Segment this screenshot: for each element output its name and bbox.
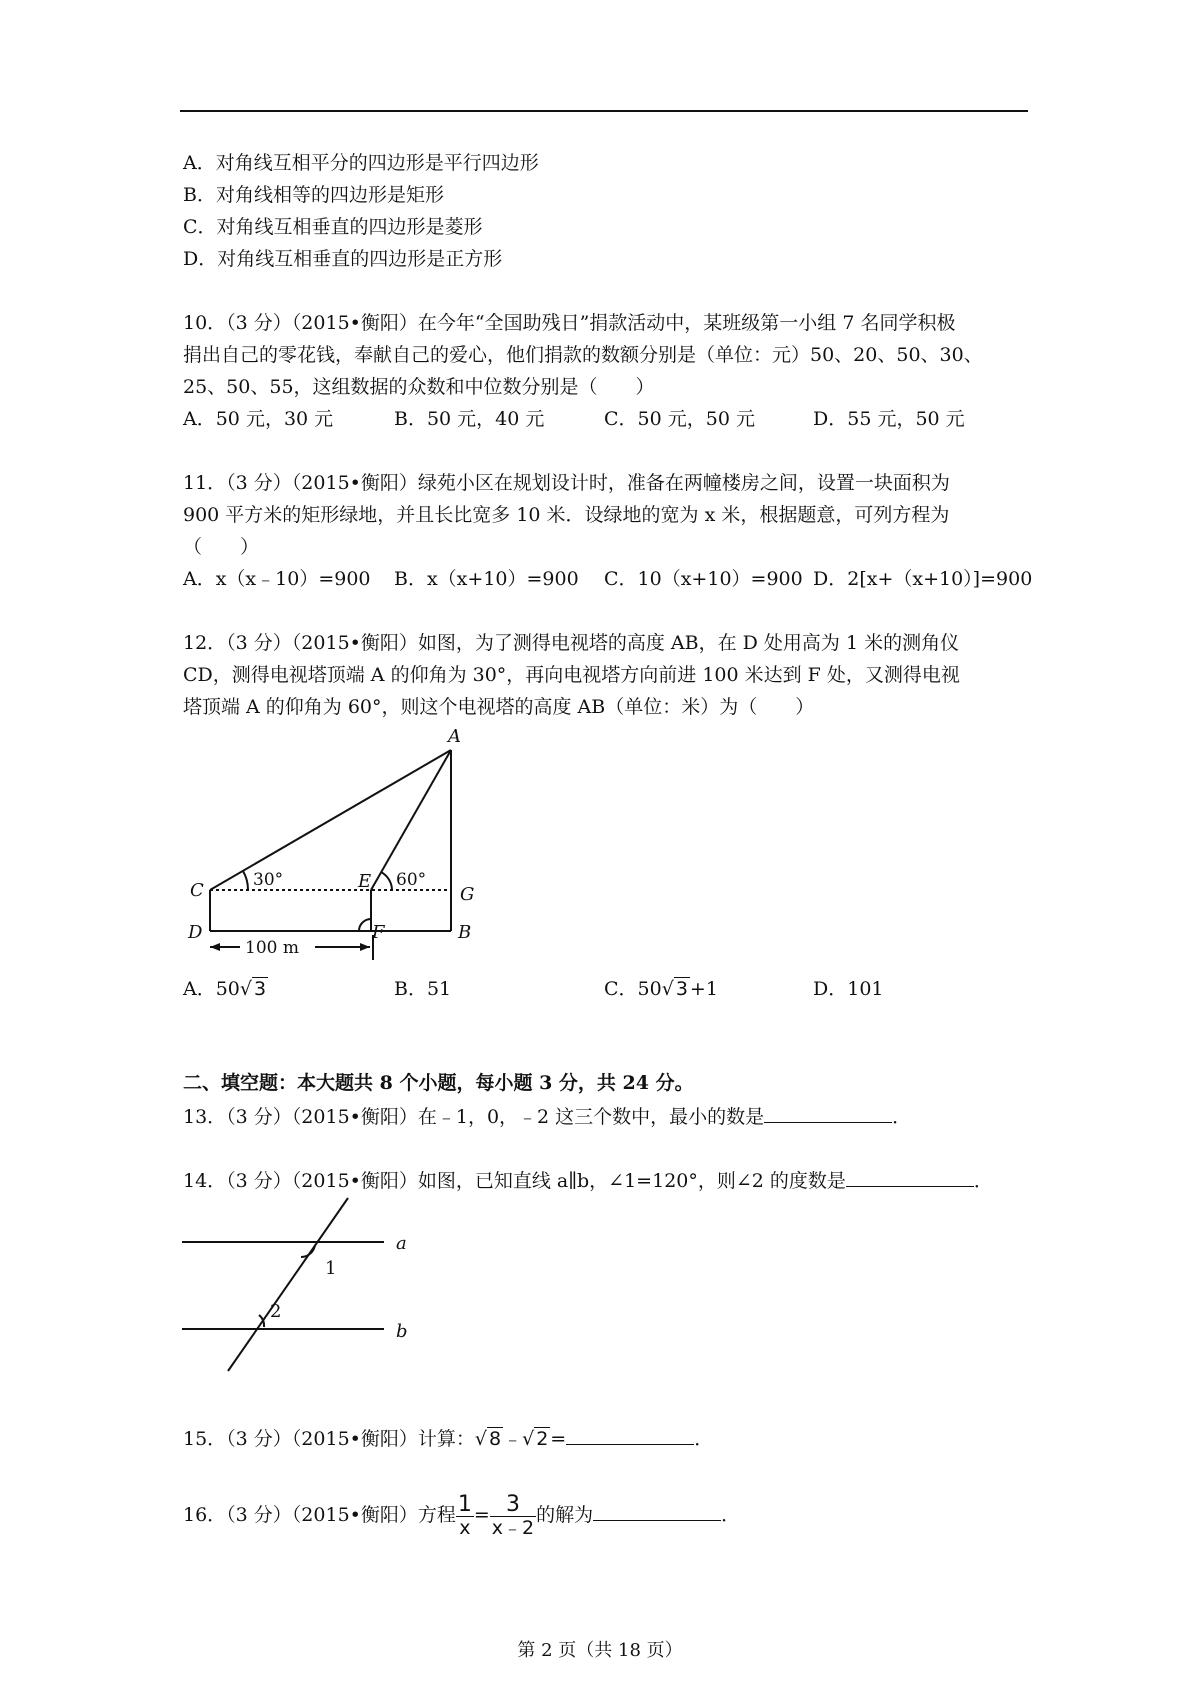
label-g: G	[460, 884, 475, 905]
q10-stem-line1: 10．（3 分）（2015•衡阳）在今年“全国助残日”捐款活动中，某班级第一小组 7 名同学积极	[183, 312, 956, 334]
label-line-a: a	[396, 1233, 407, 1254]
q10-stem-line2: 捐出自己的零花钱，奉献自己的爱心，他们捐款的数额分别是（单位：元）50、20、50、30、	[183, 344, 983, 366]
angle-1-arc	[301, 1245, 315, 1257]
label-angle-60: 60°	[396, 870, 427, 890]
q16-stem	[183, 1490, 740, 1540]
q12-option-c-suffix: +1	[689, 978, 718, 1000]
q11-stem-line2: 900 平方米的矩形绿地，并且长比宽多 10 米．设绿地的宽为 x 米，根据题意，可列方程为	[183, 504, 950, 526]
q11-option-b: B．x（x+10）=900	[394, 568, 579, 590]
label-angle-2: 2	[270, 1301, 282, 1322]
q16-end: ．	[721, 1504, 741, 1526]
tower-elevation-figure	[180, 725, 510, 970]
q15-equals: =	[550, 1428, 567, 1450]
q9-option-b: B．对角线相等的四边形是矩形	[183, 184, 444, 206]
q10-option-c: C．50 元，50 元	[604, 408, 755, 430]
q12-stem-line3: 塔顶端 A 的仰角为 60°，则这个电视塔的高度 AB（单位：米）为（ ）	[183, 696, 815, 718]
q12-option-a	[183, 976, 268, 1002]
fraction-1-over-x	[456, 1491, 474, 1539]
q15-end: ．	[694, 1428, 714, 1450]
arc-60	[381, 872, 392, 890]
fraction-3-over-x-minus-2	[490, 1491, 536, 1539]
q13-text: 13．（3 分）（2015•衡阳）在﹣1，0，﹣2 这三个数中，最小的数是	[183, 1106, 765, 1128]
label-d: D	[188, 922, 203, 943]
q12-option-a-radicand: 3	[254, 978, 267, 1000]
q14-stem	[183, 1166, 993, 1194]
q14-answer-blank[interactable]	[846, 1166, 974, 1187]
q15-prefix: 15．（3 分）（2015•衡阳）计算：	[183, 1428, 475, 1450]
sqrt-symbol: √ 3	[661, 978, 688, 1000]
arc-f	[359, 919, 371, 931]
q12-option-c-prefix: C．50	[604, 978, 662, 1000]
parallel-lines-figure	[180, 1196, 420, 1381]
arc-30	[243, 871, 248, 890]
q11-stem-line1: 11．（3 分）（2015•衡阳）绿苑小区在规划设计时，准备在两幢楼房之间，设置一块面积为	[183, 472, 950, 494]
header-rule	[180, 110, 1028, 112]
q9-option-a: A．对角线互相平分的四边形是平行四边形	[183, 152, 539, 174]
q16-prefix: 16．（3 分）（2015•衡阳）方程	[183, 1504, 456, 1526]
q12-option-c	[604, 976, 718, 1002]
arrow-right	[360, 943, 370, 951]
q12-stem-line2: CD，测得电视塔顶端 A 的仰角为 30°，再向电视塔方向前进 100 米达到 F 处，又测得电视	[183, 664, 960, 686]
q16-equals: =	[473, 1504, 490, 1526]
q12-option-a-prefix: A．50	[183, 978, 240, 1000]
q15-stem	[183, 1424, 713, 1452]
sqrt-symbol: √ 2	[522, 1428, 549, 1450]
q11-stem-line3: （ ）	[183, 536, 260, 558]
q11-option-c: C．10（x+10）=900	[604, 568, 803, 590]
label-distance: 100 m	[245, 938, 299, 958]
q16-answer-blank[interactable]	[593, 1500, 721, 1521]
label-e: E	[358, 871, 372, 892]
q9-option-d: D．对角线互相垂直的四边形是正方形	[183, 248, 503, 270]
q15-minus: ﹣	[503, 1428, 523, 1450]
fraction-1-numerator: 1	[457, 1491, 472, 1517]
q12-option-d: D．101	[813, 978, 884, 1000]
label-line-b: b	[396, 1321, 408, 1342]
q12-option-c-radicand: 3	[675, 978, 688, 1000]
arrow-left	[210, 943, 220, 951]
q13-end: ．	[892, 1106, 912, 1128]
q14-end: ．	[973, 1170, 993, 1192]
q11-option-d: D．2[x+（x+10）]=900	[813, 568, 1033, 590]
q12-stem-line1: 12．（3 分）（2015•衡阳）如图，为了测得电视塔的高度 AB，在 D 处用高为 1 米的测角仪	[183, 632, 960, 654]
fraction-2-numerator: 3	[490, 1494, 536, 1517]
q15-answer-blank[interactable]	[566, 1424, 694, 1445]
q16-suffix: 的解为	[536, 1504, 594, 1526]
label-b: B	[458, 922, 472, 943]
q15-radicand-2: 2	[536, 1428, 549, 1450]
line-ea	[371, 750, 451, 890]
q10-option-b: B．50 元，40 元	[394, 408, 545, 430]
q15-radicand-1: 8	[488, 1428, 502, 1450]
q10-option-d: D．55 元，50 元	[813, 408, 965, 430]
q9-option-c: C．对角线互相垂直的四边形是菱形	[183, 216, 483, 238]
fraction-1-denominator: x	[459, 1516, 471, 1539]
label-angle-1: 1	[325, 1258, 337, 1279]
q11-option-a: A．x（x﹣10）=900	[183, 568, 371, 590]
label-f: F	[372, 922, 385, 943]
label-a: A	[448, 726, 461, 747]
q12-option-b: B．51	[394, 978, 452, 1000]
q13-stem	[183, 1102, 911, 1130]
line-ca	[210, 750, 451, 890]
label-angle-30: 30°	[253, 870, 284, 890]
label-c: C	[190, 880, 204, 901]
q10-stem-line3: 25、50、55，这组数据的众数和中位数分别是（ ）	[183, 376, 655, 398]
q14-text: 14．（3 分）（2015•衡阳）如图，已知直线 a∥b，∠1=120°，则∠2 的度数是	[183, 1170, 846, 1192]
transversal	[228, 1198, 348, 1371]
fraction-2-denominator: x﹣2	[491, 1516, 535, 1539]
page-footer: 第 2 页（共 18 页）	[517, 1640, 683, 1661]
q10-option-a: A．50 元，30 元	[183, 408, 334, 430]
section2-heading: 二、填空题：本大题共 8 个小题，每小题 3 分，共 24 分。	[183, 1072, 694, 1094]
q13-answer-blank[interactable]	[764, 1102, 892, 1123]
sqrt-symbol: √ 8	[474, 1428, 502, 1450]
sqrt-symbol: √ 3	[239, 978, 267, 1000]
